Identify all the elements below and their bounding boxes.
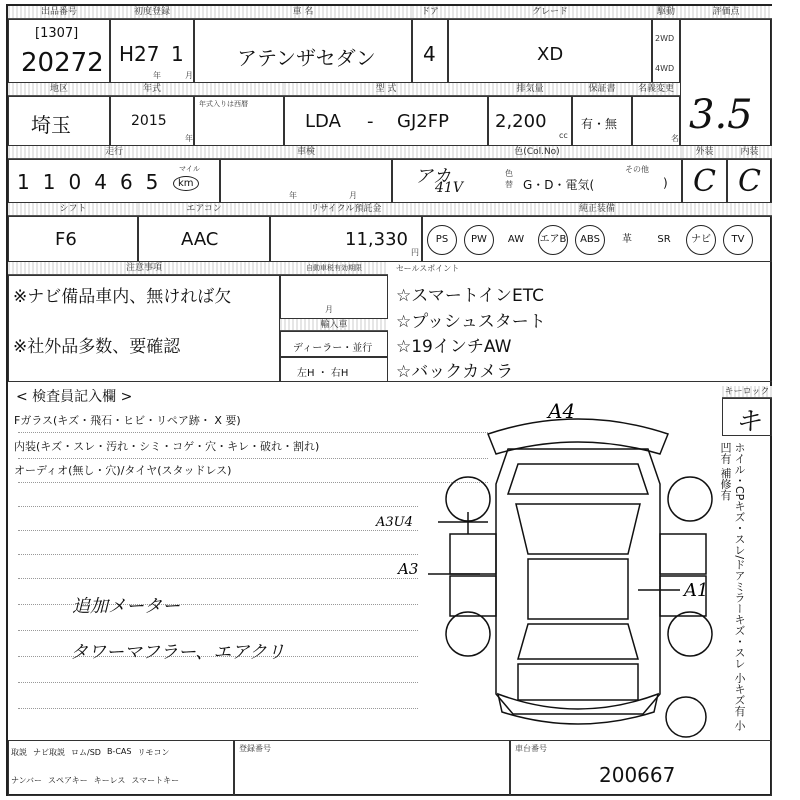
reg-no-label: 登録番号 bbox=[239, 744, 271, 753]
hdr-notes: 注意事項 bbox=[8, 262, 280, 275]
drive-4wd: 4WD bbox=[655, 64, 675, 73]
color-handwritten: アカ bbox=[415, 166, 451, 187]
import-cell bbox=[280, 331, 388, 357]
equipment-item: ABS bbox=[575, 225, 605, 255]
equipment-item: PS bbox=[427, 225, 457, 255]
hdr-warranty: 保証書 bbox=[572, 83, 632, 96]
hdr-sales: セールスポイント bbox=[396, 264, 460, 273]
damage-mark: A3U4 bbox=[376, 515, 413, 530]
wheel-rear-right bbox=[668, 612, 712, 656]
sales-4: ☆バックカメラ bbox=[396, 362, 514, 382]
grade-cell bbox=[448, 19, 652, 83]
dotted-line bbox=[18, 682, 418, 683]
mileage-digit: 1 bbox=[17, 170, 43, 194]
auction-sheet bbox=[6, 4, 772, 796]
note-2: ※社外品多数、要確認 bbox=[13, 337, 181, 357]
windshield bbox=[516, 504, 640, 554]
key-lock-value: キ bbox=[735, 407, 762, 437]
chassis-cell bbox=[284, 96, 488, 146]
color-close: ) bbox=[663, 176, 668, 190]
hdr-color: 色(Col.No) bbox=[392, 146, 682, 159]
model-year-note-cell bbox=[194, 96, 284, 146]
inspector-line-1: Fガラス(キズ・飛石・ヒビ・リペア跡・ X 要) bbox=[14, 414, 241, 427]
accessory-label: スマートキー bbox=[131, 776, 180, 785]
displacement-unit: cc bbox=[559, 131, 568, 140]
reg-year-label: 年 bbox=[153, 71, 161, 80]
hdr-drive: 駆動 bbox=[652, 6, 680, 19]
reg-month: 1 bbox=[171, 42, 184, 66]
door-front-right bbox=[660, 534, 706, 574]
color-other: その他 bbox=[625, 165, 649, 174]
handwritten-note-2: タワーマフラー、エアクリ bbox=[70, 642, 285, 663]
inspection-cell bbox=[220, 159, 392, 203]
color-code: 41V bbox=[435, 180, 463, 196]
accessory-label: 取説 bbox=[11, 748, 27, 757]
owners-unit: 名 bbox=[671, 134, 679, 143]
hdr-int: 内装 bbox=[727, 146, 772, 159]
frame-no-cell bbox=[510, 740, 772, 796]
frame-number: 200667 bbox=[599, 763, 676, 787]
accessory-label: ナビ取説 bbox=[33, 748, 65, 757]
dotted-line bbox=[18, 506, 418, 507]
hdr-door: ドア bbox=[412, 6, 448, 19]
doors: 4 bbox=[423, 42, 436, 66]
hdr-area: 地区 bbox=[8, 83, 110, 96]
color-label: 色替 bbox=[505, 169, 513, 189]
wheel-rear-left bbox=[446, 612, 490, 656]
inspection-month: 月 bbox=[349, 191, 357, 200]
dotted-line bbox=[18, 630, 418, 631]
spare-wheel bbox=[666, 697, 706, 737]
inspector-title: < 検査員記入欄 > bbox=[16, 389, 133, 405]
door-front-left bbox=[450, 534, 496, 574]
hdr-grade: グレード bbox=[448, 6, 652, 19]
trunk bbox=[518, 664, 638, 700]
grade: XD bbox=[537, 44, 564, 65]
hdr-ac: エアコン bbox=[138, 203, 270, 216]
model-year-note: 年式入りは西暦 bbox=[199, 100, 248, 108]
equipment-cell bbox=[422, 216, 772, 262]
notes-cell bbox=[8, 275, 280, 382]
mileage-digit: 4 bbox=[94, 170, 120, 194]
dotted-line bbox=[18, 482, 488, 483]
equipment-item: PW bbox=[464, 225, 494, 255]
hdr-lot: 出品番号 bbox=[8, 6, 110, 19]
inspection-year: 年 bbox=[289, 191, 297, 200]
hdr-car: 車 名 bbox=[194, 6, 412, 19]
car-body bbox=[496, 449, 660, 714]
hdr-equipment: 純正装備 bbox=[422, 203, 772, 216]
recycle: 11,330 bbox=[345, 229, 408, 250]
import-label: ディーラー・並行 bbox=[293, 343, 373, 354]
hdr-chassis: 型 式 bbox=[284, 83, 488, 96]
warranty: 有・無 bbox=[581, 117, 618, 131]
shift-cell bbox=[8, 216, 138, 262]
hdr-model-year: 年式 bbox=[110, 83, 194, 96]
mileage-digit: 0 bbox=[68, 170, 95, 194]
mileage-digits bbox=[17, 170, 171, 194]
accessory-label: ロム/SD bbox=[71, 748, 101, 757]
ext-grade-cell bbox=[682, 159, 727, 203]
accessory-label: ナンバー bbox=[11, 776, 43, 785]
equipment-item: ナビ bbox=[686, 225, 716, 255]
car-name: アテンザセダン bbox=[237, 46, 376, 70]
dotted-line bbox=[18, 708, 418, 709]
equipment-item: TV bbox=[723, 225, 753, 255]
sales-3: ☆19インチAW bbox=[396, 337, 512, 357]
door-cell bbox=[412, 19, 448, 83]
dotted-line bbox=[18, 432, 488, 433]
drive-cell bbox=[652, 19, 680, 83]
hdr-displacement: 排気量 bbox=[488, 83, 572, 96]
shift: F6 bbox=[55, 229, 77, 250]
hdr-shift: シフト bbox=[8, 203, 138, 216]
inspector-line-3: オーディオ(無し・穴)/タイヤ(スタッドレス) bbox=[14, 464, 232, 477]
hdr-ext: 外装 bbox=[682, 146, 727, 159]
area: 埼玉 bbox=[31, 113, 71, 137]
frame-no-label: 車台番号 bbox=[515, 744, 547, 753]
equipment-list bbox=[427, 225, 753, 255]
hdr-import: 輸入車 bbox=[280, 319, 388, 331]
sales-cell bbox=[388, 275, 772, 382]
accessory-label: リモコン bbox=[137, 748, 170, 757]
dotted-line bbox=[18, 554, 418, 555]
color-cell bbox=[392, 159, 682, 203]
damage-mark: A3 bbox=[398, 560, 419, 578]
accessory-label: キーレス bbox=[93, 776, 126, 785]
note-1: ※ナビ備品車内、無ければ欠 bbox=[13, 287, 232, 307]
hdr-mileage: 走行 bbox=[8, 146, 220, 159]
steering: 左H ・ 右H bbox=[297, 368, 349, 379]
dotted-line bbox=[18, 458, 488, 459]
model-year-unit: 年 bbox=[185, 134, 193, 143]
ac: AAC bbox=[181, 229, 219, 250]
hdr-reg-expiry: 自動車税有効期限 bbox=[280, 262, 388, 275]
chassis-dash: - bbox=[367, 111, 374, 132]
hdr-score: 評価点 bbox=[680, 6, 772, 19]
reg-month-label: 月 bbox=[185, 71, 193, 80]
steering-cell bbox=[280, 357, 388, 382]
hdr-year: 初度登録 bbox=[110, 6, 194, 19]
owners-cell bbox=[632, 96, 680, 146]
displacement: 2,200 bbox=[495, 111, 547, 132]
inspector-line-2: 内装(キズ・スレ・汚れ・シミ・コゲ・穴・キレ・破れ・割れ) bbox=[14, 440, 320, 453]
score-cell bbox=[680, 19, 772, 146]
door-rear-left bbox=[450, 576, 496, 616]
accessory-label: スペアキー bbox=[48, 776, 88, 785]
ac-cell bbox=[138, 216, 270, 262]
lot-prefix: [1307] bbox=[35, 26, 79, 41]
sales-2: ☆プッシュスタート bbox=[396, 312, 546, 332]
dotted-line bbox=[18, 530, 418, 531]
equipment-item: AW bbox=[507, 234, 525, 245]
side-note: ホイル・CPキズ・スレ/ドアミラーキズ・スレ 小キズ有 小凹有 補修有 bbox=[719, 442, 746, 732]
hood bbox=[508, 464, 648, 494]
car-name-cell bbox=[194, 19, 412, 83]
reg-expiry-cell bbox=[280, 275, 388, 319]
model-year: 2015 bbox=[131, 113, 167, 129]
rear-bumper bbox=[498, 694, 658, 724]
mileage-unit: km bbox=[173, 176, 199, 191]
car-diagram bbox=[376, 394, 728, 740]
mileage-digit: 6 bbox=[119, 170, 146, 194]
lot-cell bbox=[8, 19, 110, 83]
equipment-item: SR bbox=[657, 234, 671, 245]
hdr-inspection: 車検 bbox=[220, 146, 392, 159]
score: 3.5 bbox=[689, 92, 753, 138]
dotted-line bbox=[18, 578, 418, 579]
reg-era: H27 bbox=[119, 42, 160, 66]
wheel-front-right bbox=[668, 477, 712, 521]
handwritten-note-1: 追加メーター bbox=[72, 596, 180, 617]
equipment-item: 革 bbox=[622, 234, 632, 245]
recycle-unit: 円 bbox=[411, 248, 419, 257]
damage-mark: A1 bbox=[684, 580, 709, 601]
mileage-unit-top: マイル bbox=[179, 165, 200, 173]
mileage-cell bbox=[8, 159, 220, 203]
displacement-cell bbox=[488, 96, 572, 146]
int-grade: C bbox=[738, 164, 761, 199]
reg-expiry-month: 月 bbox=[325, 305, 333, 314]
lot-number: 20272 bbox=[21, 48, 104, 78]
equipment-item: エアB bbox=[538, 225, 568, 255]
recycle-cell bbox=[270, 216, 422, 262]
int-grade-cell bbox=[727, 159, 772, 203]
color-options: G・D・電気( bbox=[523, 178, 595, 192]
accessories-row-1 bbox=[11, 747, 169, 758]
hdr-key-lock: キーロック bbox=[722, 386, 772, 398]
damage-mark: A4 bbox=[548, 399, 576, 423]
roof bbox=[528, 559, 628, 619]
reg-cell bbox=[110, 19, 194, 83]
hdr-blank bbox=[194, 83, 284, 96]
accessories-cell bbox=[8, 740, 234, 796]
drive-2wd: 2WD bbox=[655, 34, 675, 43]
accessories-row-2 bbox=[11, 775, 179, 786]
chassis-prefix: LDA bbox=[305, 111, 341, 132]
model-year-cell bbox=[110, 96, 194, 146]
ext-grade: C bbox=[693, 164, 716, 199]
reg-no-cell bbox=[234, 740, 510, 796]
rear-window bbox=[518, 624, 638, 659]
warranty-cell bbox=[572, 96, 632, 146]
accessory-label: B-CAS bbox=[106, 747, 132, 756]
mileage-digit: 5 bbox=[145, 170, 172, 194]
sales-1: ☆スマートインETC bbox=[396, 286, 545, 306]
key-lock-cell bbox=[722, 398, 772, 436]
chassis-code: GJ2FP bbox=[397, 111, 449, 132]
hdr-recycle: リサイクル預託金 bbox=[270, 203, 422, 216]
area-cell bbox=[8, 96, 110, 146]
hdr-owners: 名義変更 bbox=[632, 83, 680, 96]
mileage-digit: 1 bbox=[42, 170, 69, 194]
